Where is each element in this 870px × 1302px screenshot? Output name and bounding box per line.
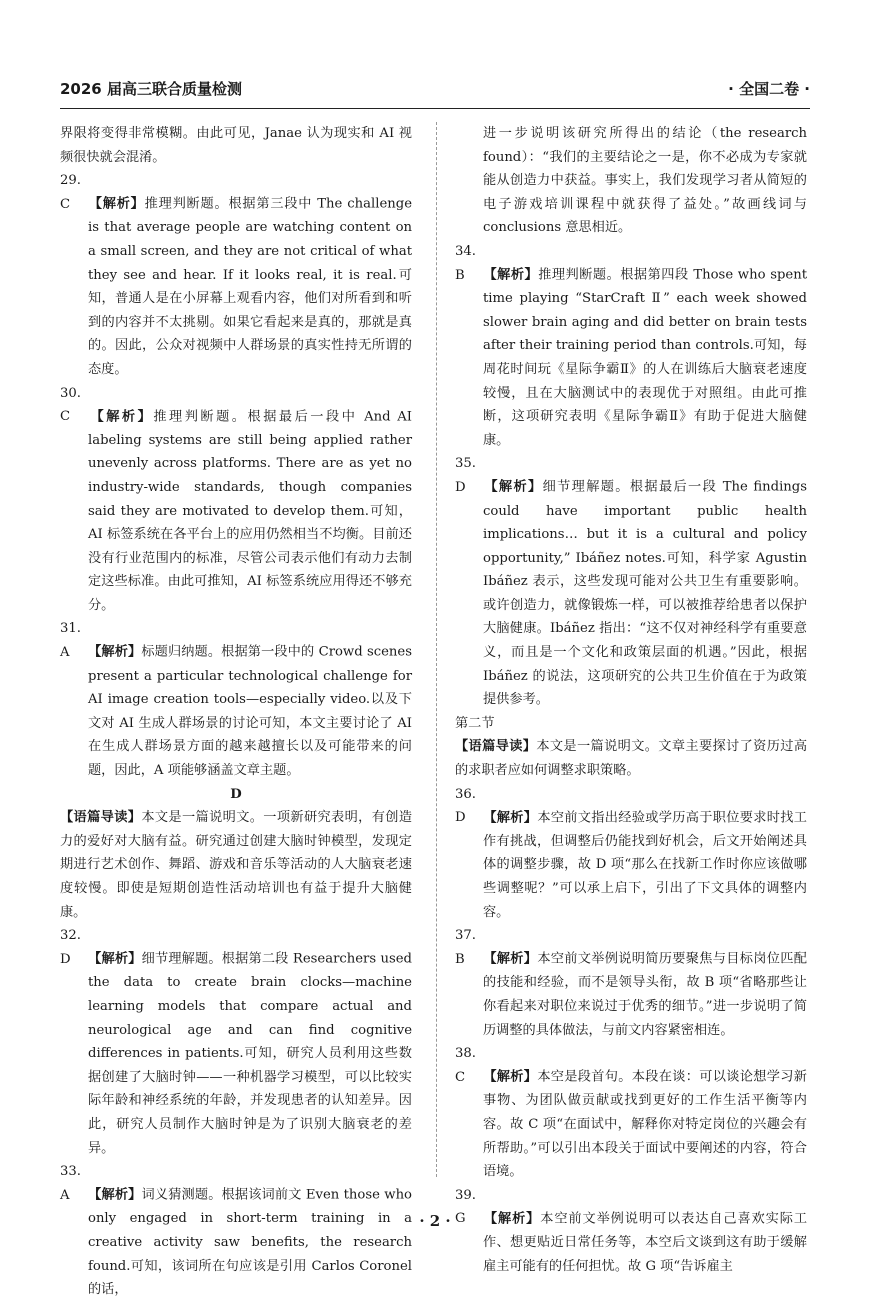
answer-text: 推理判断题。根据第三段中 The challenge is that average people are watching content on a small screen, and they are not critical of what they see and hear. If it looks real, it is real.可知，普通人是在小屏幕上观看内容，他们对所看到和听到的内容并不太挑剔。如果它看起来是真的，那就是真的。因此，公众对视频中人群场景的真实性持无所谓的态度。 [88, 196, 413, 377]
left-column [60, 122, 412, 1302]
answer-number: 31. A [60, 621, 81, 661]
answer-text: 词义猜测题。根据该词前文 Even those who only engaged in short-term training in a creative activity saw benefits, the research found.可知，该词所在句应该是引用 Carlos Coronel 的话， [88, 1187, 413, 1298]
answer-text: 细节理解题。根据第二段 Researchers used the data to create brain clocks—machine learning models that compare actual and neurological age and can find cognitive differences in patients.可知，研究人员利用这些数据创建了大脑时钟——一种机器学习模型，可以比较实际年龄和神经系统的年龄，并发现患者的认知差异。因此，研究人员制作大脑时钟是为了识别大脑衰老的差异。 [88, 951, 413, 1156]
analysis-tag: 【解析】 [88, 196, 145, 212]
answer-29 [60, 169, 412, 381]
answer-text: 标题归纳题。根据第一段中的 Crowd scenes present a particular technological challenge for AI image creation tools—especially video.以及下文对 AI 生成人群场景的讨论可知，本文主要讨论了 AI 在生成人群场景方面的越来越擅长以及可能带来的问题，因此，A 项能够涵盖文章主题。 [88, 645, 412, 779]
guide-d [60, 806, 412, 924]
answer-text: 本空是段首句。本段在谈：可以谈论想学习新事物、为团队做贡献或找到更好的工作生活平衡等内容。故 C 项“在面试中，解释你对特定岗位的兴趣会有所帮助。”可以引出本段关于面试中要阐述的内容，符合语境。 [483, 1069, 807, 1180]
answer-31 [60, 617, 412, 782]
answer-number: 34. B [455, 243, 476, 283]
answer-number: 39. G [455, 1187, 476, 1227]
answer-33 [60, 1160, 412, 1302]
answer-number: 37. B [455, 928, 476, 967]
right-column [455, 122, 807, 1278]
answer-37 [455, 924, 807, 1042]
page-number: · 2 · [419, 1212, 451, 1230]
analysis-tag: 【解析】 [483, 1069, 538, 1085]
answer-33-continued: 进一步说明该研究所得出的结论（the research found）：“我们的主要结论之一是，你不必成为专家就能从创造力中获益。事实上，我们发现学习者从简短的电子游戏培训课程中就获得了益处。”故画线词与 conclusions 意思相近。 [483, 126, 807, 236]
analysis-tag: 【解析】 [483, 1211, 541, 1227]
answer-number: 29. C [60, 173, 81, 212]
analysis-tag: 【解析】 [483, 479, 543, 495]
answer-36 [455, 783, 807, 925]
answer-number: 30. C [60, 385, 81, 425]
answer-text: 细节理解题。根据最后一段 The findings could have important public health implications… but it is a cultural and policy opportunity,” Ibáñez notes.可知，科学家 Agustin Ibáñez 表示，这些发现可能对公共卫生有重要影响。或许创造力，就像锻炼一样，可以被推荐给患者以保护大脑健康。Ibáñez 指出：“这不仅对神经科学有重要意义，而且是一个文化和政策层面的机遇。”因此，根据 Ibáñez 的说法，这项研究的公共卫生价值在于为政策提供参考。 [483, 479, 807, 708]
answer-text: 推理判断题。根据第四段 Those who spent time playing “StarCraft Ⅱ” each week showed slower brain aging and did better on brain tests after their training period than controls.可知，每周花时间玩《星际争霸Ⅱ》的人在训练后大脑衰老速度较慢，且在大脑测试中的表现优于对照组。由此可推断，这项研究表明《星际争霸Ⅱ》有助于促进大脑健康。 [483, 267, 808, 448]
column-divider [436, 122, 437, 1177]
guide-section-2 [455, 735, 807, 782]
analysis-tag: 【解析】 [88, 645, 142, 661]
analysis-tag: 【解析】 [483, 951, 538, 967]
guide-tag: 【语篇导读】 [60, 810, 142, 826]
answer-text: 本空前文举例说明可以表达自己喜欢实际工作、想更贴近日常任务等，本空后文谈到这有助于缓解雇主可能有的任何担忧。故 G 项“告诉雇主 [483, 1211, 808, 1274]
analysis-tag: 【解析】 [483, 267, 539, 283]
answer-35 [455, 452, 807, 712]
guide-text: 本文是一篇说明文。文章主要探讨了资历过高的求职者应如何调整求职策略。 [455, 739, 808, 779]
section-2-heading: 第二节 [455, 715, 495, 731]
answer-number: 33. A [60, 1164, 81, 1203]
answer-38 [455, 1042, 807, 1184]
answer-number: 32. D [60, 928, 81, 967]
exam-title: 2026 届高三联合质量检测 [60, 80, 242, 98]
analysis-tag: 【解析】 [88, 409, 154, 425]
guide-tag: 【语篇导读】 [455, 739, 537, 755]
answer-number: 38. C [455, 1046, 476, 1085]
page-header [60, 78, 810, 104]
answer-number: 36. D [455, 786, 476, 826]
answer-text: 本空前文指出经验或学历高于职位要求时找工作有挑战，但调整后仍能找到好机会，后文开始阐述具体的调整步骤，故 D 项“那么在找新工作时你应该做哪些调整呢？”可以承上启下，引出了下文具体的调整内容。 [483, 810, 807, 920]
intro-paragraph: 界限将变得非常模糊。由此可见，Janae 认为现实和 AI 视频很快就会混淆。 [60, 126, 412, 165]
answer-number: 35. D [455, 456, 476, 495]
guide-text: 本文是一篇说明文。一项新研究表明，有创造力的爱好对大脑有益。研究通过创建大脑时钟模型，发现定期进行艺术创作、舞蹈、游戏和音乐等活动的人大脑衰老速度较慢。即使是短期创造性活动培训也有益于提升大脑健康。 [60, 810, 413, 920]
answer-text: 推理判断题。根据最后一段中 And AI labeling systems are still being applied rather unevenly across platforms. There are as yet no industry-wide standards, though companies said they are motivated to develop them.可知，AI 标签系统在各平台上的应用仍然相当不均衡。目前还没有行业范围内的标准，尽管公司表示他们有动力去制定这些标准。由此可推知，AI 标签系统应用得还不够充分。 [88, 409, 413, 613]
answer-text: 本空前文举例说明简历要聚焦与目标岗位匹配的技能和经验，而不是领导头衔，故 B 项“省略那些让你看起来对职位来说过于优秀的细节。”进一步说明了简历调整的具体做法，与前文内容紧密相连。 [483, 951, 807, 1038]
exam-region: · 全国二卷 · [728, 80, 810, 98]
analysis-tag: 【解析】 [88, 1187, 142, 1203]
answer-34 [455, 240, 807, 452]
analysis-tag: 【解析】 [88, 951, 142, 967]
analysis-tag: 【解析】 [483, 810, 538, 826]
section-d-heading: D [230, 786, 242, 802]
header-rule [60, 108, 810, 109]
answer-32 [60, 924, 412, 1160]
answer-39 [455, 1184, 807, 1278]
answer-30 [60, 382, 412, 618]
